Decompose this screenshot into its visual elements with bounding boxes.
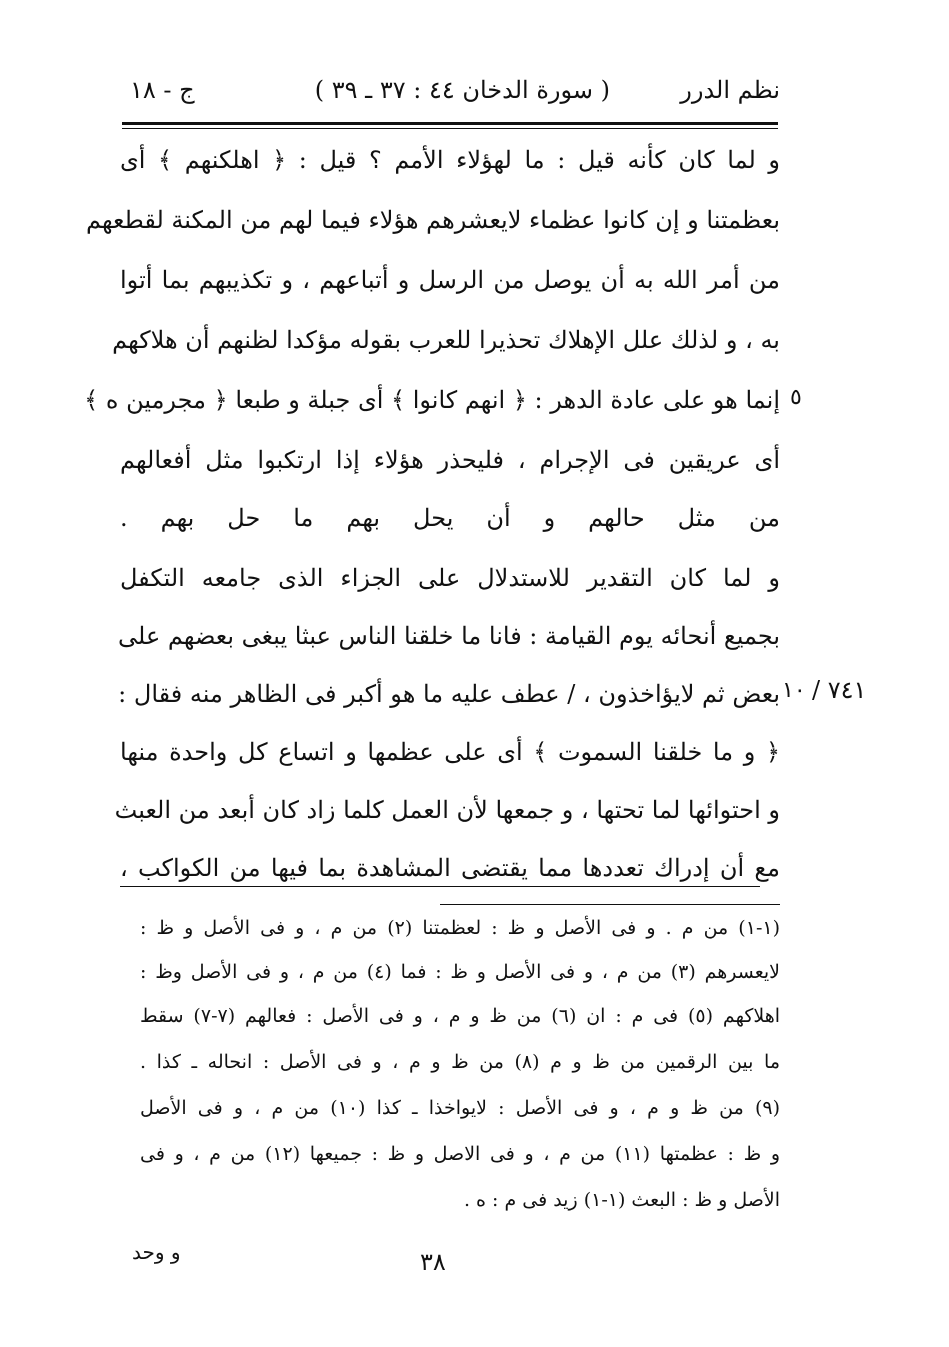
text-line: مع أن إدراك تعددها مما يقتضى المشاهدة بما فيها من الكواكب ، <box>120 854 780 882</box>
text-line: و لما كان كأنه قيل : ما لهؤلاء الأمم ؟ قيل : ﴿ اهلكنهم ﴾ أى <box>120 146 780 174</box>
footnote-line: ما بين الرقمين من ظ و م (٨) من ظ و م ، و فى الأصل : انحاله ـ كذا . <box>140 1051 781 1073</box>
footnote-line: (١-١) من م . و فى الأصل و ظ : لعظمتنا (٢) من م ، و فى الأصل و ظ : <box>140 917 780 939</box>
footnote-line: و ظ : عظمتها (١١) من م ، و فى الاصل و ظ : جميعها (١٢) من م ، و فى <box>140 1143 780 1165</box>
text-line: و لما كان التقدير للاستدلال على الجزاء الذى جامعه التكفل <box>120 564 780 592</box>
text-underline <box>120 886 760 887</box>
footnote-rule <box>440 904 780 905</box>
volume-number: ج - ١٨ <box>130 76 195 104</box>
footnote-line: (٩) من ظ و م ، و فى الأصل : لايواخذا ـ كذا (١٠) من م ، و فى الأصل <box>140 1097 780 1119</box>
surah-reference: ( سورة الدخان ٤٤ : ٣٧ ـ ٣٩ ) <box>314 76 610 104</box>
text-line: بعض ثم لايؤاخذون ، / عطف عليه ما هو أكبر فى الظاهر منه فقال : <box>118 680 780 708</box>
text-line: بجميع أنحائه يوم القيامة : فانا ما خلقنا الناس عبثا يبغى بعضهم على <box>118 622 780 650</box>
text-line: ﴿ و ما خلقنا السموت ﴾ أى على عظمها و اتساع كل واحدة منها <box>120 738 781 766</box>
text-line: أى عريقين فى الإجرام ، فليحذر هؤلاء إذا ارتكبوا مثل أفعالهم <box>120 446 780 474</box>
catchword: و وحد <box>132 1240 181 1264</box>
text-line: إنما هو على عادة الدهر : ﴿ انهم كانوا ﴾ أى جبلة و طبعا ﴿ مجرمين ه ﴾ <box>84 386 780 414</box>
footnote-line: لايعسرهم (٣) من م ، و فى الأصل و ظ : فما (٤) من م ، و فى الأصل وظ : <box>140 961 780 983</box>
text-line: من أمر الله به أن يوصل من الرسل و أتباعهم ، و تكذيبهم بما أتوا <box>120 266 780 294</box>
margin-reference: ٧٤١ / <box>812 676 867 704</box>
line-number-5: ٥ <box>790 385 802 410</box>
page-number: ٣٨ <box>420 1248 446 1276</box>
book-title: نظم الدرر <box>680 76 780 104</box>
line-number-10: ١٠ <box>782 678 806 703</box>
text-line: من مثل حالهم و أن يحل بهم ما حل بهم . <box>120 504 780 532</box>
footnote-line: الأصل و ظ : البعث (١-١) زيد فى م : ه . <box>463 1189 780 1211</box>
footnote-line: اهلاكهم (٥) فى م : ان (٦) من ظ و م ، و فى الأصل : فعالهم (٧-٧) سقط <box>140 1005 781 1027</box>
running-header <box>120 70 780 110</box>
text-line: بعظمتنا و إن كانوا عظماء لايعشرهم هؤلاء فيما لهم من المكنة لقطعهم <box>86 206 780 234</box>
text-line: به ، و لذلك علل الإهلاك تحذيرا للعرب بقوله مؤكدا لظنهم أن هلاكهم <box>112 326 780 354</box>
header-rule-thick <box>122 122 778 125</box>
header-rule-thin <box>122 128 778 129</box>
text-line: و احتوائها لما تحتها ، و جمعها لأن العمل كلما زاد كان أبعد من العبث <box>114 796 780 824</box>
